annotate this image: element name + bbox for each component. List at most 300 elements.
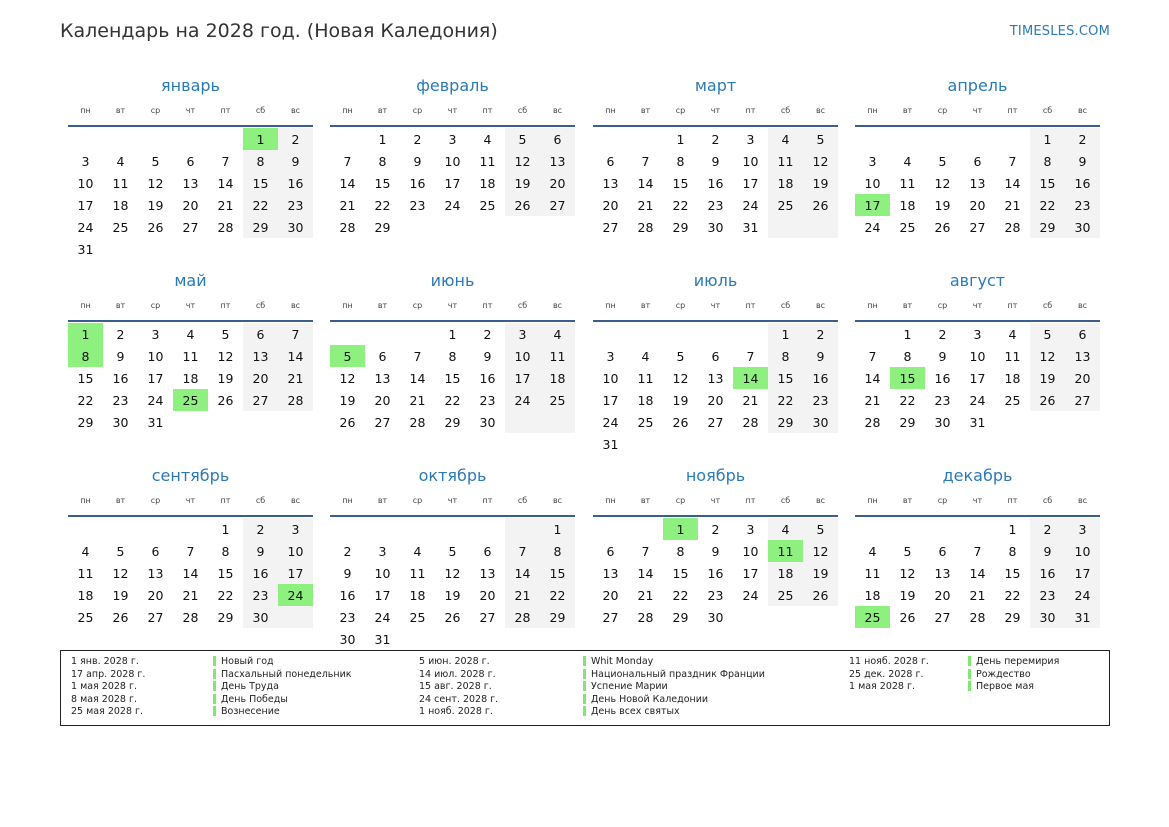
day-cell: 7 <box>343 153 352 169</box>
weekday-label: сб <box>780 301 791 310</box>
legend-holiday-name: Успение Марии <box>591 681 668 693</box>
day-cell: 6 <box>606 543 615 559</box>
day-cell: 29 <box>672 219 689 235</box>
weekday-label: вс <box>552 106 563 115</box>
day-cell: 24 <box>444 197 461 213</box>
empty-day-cell <box>138 518 173 540</box>
day-cell: 19 <box>1030 367 1065 389</box>
empty-day-cell <box>138 238 173 260</box>
weekday-label: пн <box>867 301 878 310</box>
day-cell: 28 <box>182 609 199 625</box>
day-cell: 14 <box>339 175 356 191</box>
month-name: октябрь <box>418 466 487 485</box>
day-cell: 20 <box>374 392 391 408</box>
day-cell: 8 <box>1030 150 1065 172</box>
day-cell: 8 <box>243 150 278 172</box>
day-cell: 2 <box>343 543 352 559</box>
weekday-label: чт <box>185 301 196 310</box>
day-cell: 16 <box>707 565 724 581</box>
empty-day-cell <box>400 323 435 345</box>
day-cell: 22 <box>1004 587 1021 603</box>
day-cell: 21 <box>339 197 356 213</box>
day-cell: 3 <box>746 131 755 147</box>
day-cell: 13 <box>602 565 619 581</box>
holiday-day-cell: 1 <box>243 128 278 150</box>
day-cell: 31 <box>77 241 94 257</box>
weekday-header <box>68 106 313 120</box>
day-cell: 2 <box>1065 128 1100 150</box>
day-cell: 18 <box>768 172 803 194</box>
empty-day-cell <box>628 128 663 150</box>
day-cell: 23 <box>934 392 951 408</box>
day-cell: 15 <box>444 370 461 386</box>
day-cell: 14 <box>182 565 199 581</box>
empty-day-cell <box>330 323 365 345</box>
header-divider <box>855 125 1100 127</box>
day-cell: 20 <box>540 172 575 194</box>
holiday-marker <box>213 681 216 691</box>
weekday-label: пт <box>220 496 231 505</box>
day-cell: 9 <box>1030 540 1065 562</box>
weekday-label: сб <box>780 496 791 505</box>
day-cell: 1 <box>540 518 575 540</box>
weekday-label: вт <box>377 496 388 505</box>
empty-day-cell <box>68 128 103 150</box>
day-grid <box>330 323 575 433</box>
day-cell: 21 <box>182 587 199 603</box>
weekday-label: пн <box>80 301 91 310</box>
weekday-label: вт <box>377 106 388 115</box>
month-name: май <box>174 271 207 290</box>
weekday-label: сб <box>1042 301 1053 310</box>
day-cell: 13 <box>182 175 199 191</box>
day-cell: 2 <box>413 131 422 147</box>
day-cell: 2 <box>116 326 125 342</box>
day-cell: 23 <box>707 587 724 603</box>
month-name: сентябрь <box>151 466 230 485</box>
day-cell: 26 <box>217 392 234 408</box>
holiday-marker <box>583 656 586 666</box>
legend-holiday-name: День Труда <box>221 681 279 693</box>
month-name: ноябрь <box>685 466 746 485</box>
day-cell: 27 <box>969 219 986 235</box>
day-cell: 11 <box>899 175 916 191</box>
weekday-label: чт <box>972 106 983 115</box>
legend-color-markers <box>968 656 971 719</box>
day-cell: 11 <box>864 565 881 581</box>
day-cell: 7 <box>868 348 877 364</box>
day-cell: 11 <box>182 348 199 364</box>
day-grid <box>593 128 838 238</box>
day-cell: 19 <box>505 172 540 194</box>
day-cell: 7 <box>278 323 313 345</box>
empty-day-cell <box>540 216 575 238</box>
empty-day-cell <box>208 411 243 433</box>
weekday-label: вт <box>377 301 388 310</box>
day-cell: 19 <box>112 587 129 603</box>
empty-day-cell <box>803 606 838 628</box>
legend-holiday-name: Национальный праздник Франции <box>591 668 765 680</box>
weekday-label: ср <box>412 301 423 310</box>
day-cell: 6 <box>186 153 195 169</box>
day-cell: 5 <box>938 153 947 169</box>
day-cell: 6 <box>378 348 387 364</box>
day-cell: 20 <box>969 197 986 213</box>
day-cell: 9 <box>711 543 720 559</box>
empty-day-cell <box>470 628 505 650</box>
empty-day-cell <box>855 518 890 540</box>
empty-day-cell <box>1065 411 1100 433</box>
day-cell: 3 <box>1065 518 1100 540</box>
day-cell: 20 <box>602 197 619 213</box>
weekday-label: вт <box>640 106 651 115</box>
day-cell: 25 <box>77 609 94 625</box>
day-cell: 28 <box>969 609 986 625</box>
weekday-label: вт <box>640 301 651 310</box>
day-cell: 25 <box>540 389 575 411</box>
day-cell: 10 <box>742 543 759 559</box>
day-cell: 29 <box>899 414 916 430</box>
day-cell: 27 <box>540 194 575 216</box>
day-cell: 20 <box>602 587 619 603</box>
header-divider <box>855 320 1100 322</box>
empty-day-cell <box>505 216 540 238</box>
day-cell: 3 <box>151 326 160 342</box>
header-divider <box>330 320 575 322</box>
empty-day-cell <box>435 628 470 650</box>
empty-day-cell <box>663 433 698 455</box>
day-cell: 13 <box>374 370 391 386</box>
day-cell: 7 <box>641 153 650 169</box>
weekday-header <box>593 301 838 315</box>
weekday-label: пт <box>482 301 493 310</box>
day-cell: 13 <box>707 370 724 386</box>
day-cell: 28 <box>217 219 234 235</box>
day-cell: 9 <box>938 348 947 364</box>
day-cell: 8 <box>540 540 575 562</box>
day-cell: 30 <box>112 414 129 430</box>
day-cell: 9 <box>1065 150 1100 172</box>
weekday-label: вт <box>640 496 651 505</box>
day-cell: 6 <box>483 543 492 559</box>
empty-day-cell <box>733 323 768 345</box>
day-cell: 25 <box>899 219 916 235</box>
day-cell: 15 <box>77 370 94 386</box>
holiday-day-cell: 25 <box>173 389 208 411</box>
day-cell: 29 <box>540 606 575 628</box>
weekday-label: пн <box>80 496 91 505</box>
day-cell: 14 <box>217 175 234 191</box>
day-cell: 15 <box>1004 565 1021 581</box>
empty-day-cell <box>400 628 435 650</box>
weekday-label: пн <box>605 301 616 310</box>
holiday-marker <box>583 694 586 704</box>
weekday-header <box>330 496 575 510</box>
day-cell: 17 <box>278 562 313 584</box>
day-cell: 11 <box>637 370 654 386</box>
day-cell: 7 <box>413 348 422 364</box>
weekday-label: пт <box>745 496 756 505</box>
day-cell: 27 <box>182 219 199 235</box>
day-cell: 21 <box>742 392 759 408</box>
day-cell: 8 <box>903 348 912 364</box>
day-cell: 26 <box>339 414 356 430</box>
weekday-label: вс <box>290 301 301 310</box>
legend-holiday-name: День Новой Каледонии <box>591 693 709 705</box>
day-cell: 17 <box>969 370 986 386</box>
empty-day-cell <box>925 518 960 540</box>
weekday-label: чт <box>710 301 721 310</box>
weekday-label: пт <box>745 106 756 115</box>
day-cell: 10 <box>77 175 94 191</box>
empty-day-cell <box>995 128 1030 150</box>
day-cell: 7 <box>973 543 982 559</box>
legend-dates <box>419 656 498 719</box>
weekday-label: чт <box>972 496 983 505</box>
day-cell: 11 <box>77 565 94 581</box>
empty-day-cell <box>400 518 435 540</box>
day-cell: 23 <box>243 584 278 606</box>
day-cell: 24 <box>864 219 881 235</box>
day-cell: 5 <box>448 543 457 559</box>
empty-day-cell <box>68 518 103 540</box>
day-cell: 2 <box>243 518 278 540</box>
day-cell: 12 <box>899 565 916 581</box>
legend-color-markers <box>583 656 586 719</box>
legend-date: 1 янв. 2028 г. <box>71 656 139 667</box>
weekday-label: вт <box>902 301 913 310</box>
empty-day-cell <box>243 238 278 260</box>
day-cell: 3 <box>278 518 313 540</box>
empty-day-cell <box>365 518 400 540</box>
empty-day-cell <box>628 433 663 455</box>
day-cell: 24 <box>1065 584 1100 606</box>
day-cell: 5 <box>116 543 125 559</box>
day-cell: 11 <box>768 150 803 172</box>
day-cell: 12 <box>1030 345 1065 367</box>
empty-day-cell <box>138 128 173 150</box>
day-cell: 11 <box>479 153 496 169</box>
weekday-label: пн <box>867 106 878 115</box>
month-name: февраль <box>416 76 489 95</box>
day-cell: 23 <box>707 197 724 213</box>
day-cell: 16 <box>1030 562 1065 584</box>
day-cell: 12 <box>672 370 689 386</box>
day-cell: 5 <box>803 128 838 150</box>
day-cell: 21 <box>505 584 540 606</box>
legend-holiday-name: День Победы <box>221 693 288 705</box>
day-grid <box>68 323 313 433</box>
day-cell: 14 <box>409 370 426 386</box>
legend-dates <box>71 656 145 719</box>
empty-day-cell <box>890 518 925 540</box>
legend-date: 5 июн. 2028 г. <box>419 656 490 667</box>
empty-day-cell <box>803 433 838 455</box>
weekday-label: сб <box>780 106 791 115</box>
day-cell: 23 <box>1030 584 1065 606</box>
day-cell: 21 <box>864 392 881 408</box>
day-cell: 1 <box>903 326 912 342</box>
weekday-label: вт <box>115 106 126 115</box>
weekday-label: пн <box>80 106 91 115</box>
empty-day-cell <box>435 216 470 238</box>
day-cell: 16 <box>479 370 496 386</box>
legend-names <box>221 656 352 719</box>
day-cell: 18 <box>540 367 575 389</box>
day-cell: 27 <box>479 609 496 625</box>
empty-day-cell <box>103 128 138 150</box>
day-cell: 20 <box>182 197 199 213</box>
day-cell: 17 <box>1065 562 1100 584</box>
day-cell: 22 <box>672 587 689 603</box>
empty-day-cell <box>768 606 803 628</box>
empty-day-cell <box>768 433 803 455</box>
header-divider <box>330 125 575 127</box>
day-cell: 31 <box>1065 606 1100 628</box>
weekday-header <box>68 301 313 315</box>
weekday-label: чт <box>710 496 721 505</box>
holiday-day-cell: 24 <box>278 584 313 606</box>
empty-day-cell <box>925 128 960 150</box>
day-cell: 1 <box>448 326 457 342</box>
day-cell: 28 <box>637 219 654 235</box>
holiday-day-cell: 25 <box>855 606 890 628</box>
day-cell: 10 <box>602 370 619 386</box>
day-cell: 4 <box>116 153 125 169</box>
day-cell: 4 <box>768 128 803 150</box>
day-cell: 16 <box>409 175 426 191</box>
day-cell: 7 <box>221 153 230 169</box>
day-cell: 5 <box>1030 323 1065 345</box>
day-cell: 12 <box>505 150 540 172</box>
day-cell: 5 <box>505 128 540 150</box>
legend-holiday-name: День всех святых <box>591 706 680 718</box>
day-cell: 4 <box>1008 326 1017 342</box>
legend-color-markers <box>213 656 216 719</box>
day-cell: 16 <box>707 175 724 191</box>
empty-day-cell <box>628 518 663 540</box>
empty-day-cell <box>470 216 505 238</box>
day-cell: 24 <box>742 587 759 603</box>
site-brand-link[interactable]: TIMESLES.COM <box>1009 24 1110 39</box>
day-cell: 20 <box>243 367 278 389</box>
weekday-label: сб <box>255 301 266 310</box>
day-cell: 9 <box>413 153 422 169</box>
day-cell: 31 <box>602 436 619 452</box>
day-cell: 3 <box>505 323 540 345</box>
day-cell: 6 <box>938 543 947 559</box>
weekday-label: сб <box>517 106 528 115</box>
day-cell: 19 <box>672 392 689 408</box>
weekday-header <box>855 301 1100 315</box>
day-cell: 8 <box>1008 543 1017 559</box>
day-cell: 4 <box>768 518 803 540</box>
legend-holiday-name: Новый год <box>221 656 274 667</box>
day-cell: 21 <box>1004 197 1021 213</box>
weekday-label: пт <box>482 106 493 115</box>
day-cell: 22 <box>444 392 461 408</box>
day-cell: 30 <box>707 219 724 235</box>
holiday-marker <box>213 669 216 679</box>
weekday-label: вс <box>290 106 301 115</box>
weekday-label: вс <box>552 496 563 505</box>
day-cell: 21 <box>637 587 654 603</box>
day-cell: 15 <box>243 172 278 194</box>
day-cell: 14 <box>864 370 881 386</box>
day-cell: 13 <box>479 565 496 581</box>
month-name: июль <box>693 271 738 290</box>
day-cell: 9 <box>278 150 313 172</box>
day-cell: 4 <box>413 543 422 559</box>
day-cell: 30 <box>479 414 496 430</box>
header-divider <box>855 515 1100 517</box>
day-grid <box>855 518 1100 628</box>
day-cell: 18 <box>479 175 496 191</box>
day-cell: 13 <box>969 175 986 191</box>
day-cell: 19 <box>147 197 164 213</box>
day-cell: 26 <box>505 194 540 216</box>
day-cell: 13 <box>1065 345 1100 367</box>
day-cell: 15 <box>672 175 689 191</box>
weekday-label: пт <box>482 496 493 505</box>
day-cell: 6 <box>243 323 278 345</box>
day-cell: 28 <box>1004 219 1021 235</box>
weekday-label: пн <box>605 106 616 115</box>
day-cell: 4 <box>186 326 195 342</box>
day-cell: 9 <box>803 345 838 367</box>
day-cell: 24 <box>77 219 94 235</box>
empty-day-cell <box>278 238 313 260</box>
month-name: март <box>694 76 737 95</box>
weekday-label: сб <box>1042 106 1053 115</box>
day-cell: 22 <box>374 197 391 213</box>
weekday-label: вт <box>902 496 913 505</box>
weekday-label: чт <box>185 106 196 115</box>
day-grid <box>593 518 838 628</box>
day-cell: 12 <box>147 175 164 191</box>
day-cell: 20 <box>707 392 724 408</box>
day-cell: 16 <box>112 370 129 386</box>
weekday-label: вс <box>1077 496 1088 505</box>
day-cell: 15 <box>374 175 391 191</box>
weekday-label: чт <box>972 301 983 310</box>
legend-dates <box>849 656 929 694</box>
day-cell: 12 <box>803 540 838 562</box>
day-cell: 4 <box>81 543 90 559</box>
empty-day-cell <box>733 433 768 455</box>
day-cell: 9 <box>116 348 125 364</box>
holiday-day-cell: 15 <box>890 367 925 389</box>
day-cell: 21 <box>637 197 654 213</box>
day-cell: 28 <box>505 606 540 628</box>
empty-day-cell <box>470 518 505 540</box>
day-cell: 15 <box>217 565 234 581</box>
empty-day-cell <box>593 518 628 540</box>
day-cell: 10 <box>444 153 461 169</box>
day-cell: 28 <box>864 414 881 430</box>
weekday-label: ср <box>675 496 686 505</box>
day-cell: 4 <box>868 543 877 559</box>
weekday-label: пт <box>1007 106 1018 115</box>
weekday-label: ср <box>412 496 423 505</box>
weekday-header <box>593 496 838 510</box>
legend-holiday-name: Whit Monday <box>591 656 654 667</box>
day-cell: 7 <box>186 543 195 559</box>
day-cell: 19 <box>217 370 234 386</box>
day-cell: 29 <box>444 414 461 430</box>
weekday-label: пн <box>867 496 878 505</box>
weekday-label: чт <box>447 106 458 115</box>
